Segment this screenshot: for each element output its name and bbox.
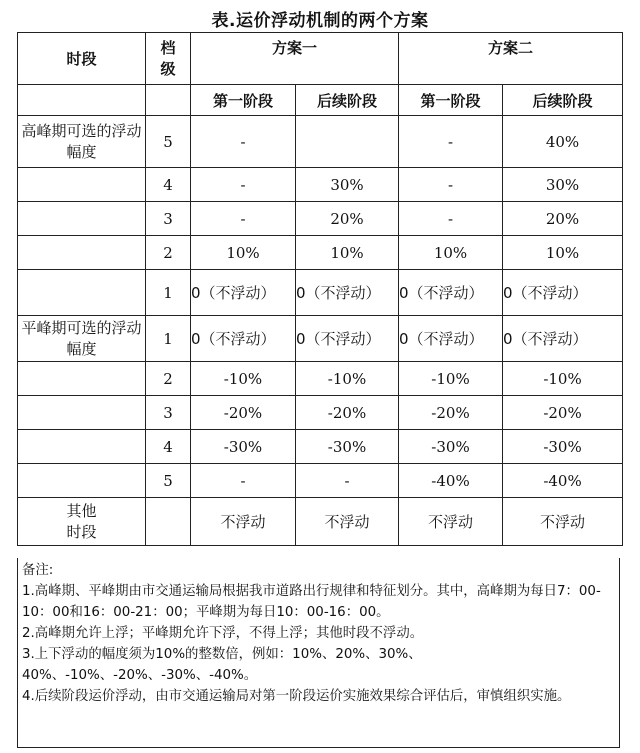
cell-p1-s2: 0（不浮动） [296, 316, 399, 362]
table-row [18, 316, 623, 362]
row-level: 1 [146, 316, 191, 362]
row-period [18, 396, 146, 430]
header-level: 档 级 [146, 33, 191, 85]
cell-p2-s1: 10% [399, 236, 503, 270]
row-period [18, 270, 146, 316]
cell-p2-s1: -30% [399, 430, 503, 464]
cell-p1-s1: - [191, 464, 296, 498]
cell-p1-s2: 不浮动 [296, 498, 399, 546]
row-period [18, 236, 146, 270]
cell-p2-s2: -40% [503, 464, 623, 498]
cell-p1-s2: - [296, 464, 399, 498]
table-row [18, 464, 623, 498]
cell-p2-s2: -30% [503, 430, 623, 464]
note-1: 1.高峰期、平峰期由市交通运输局根据我市道路出行规律和特征划分。其中，高峰期为每日7：00-10：00和16：00-21：00；平峰期为每日10：00-16：00。 [22, 584, 601, 620]
cell-p1-s2: -30% [296, 430, 399, 464]
table-row [18, 202, 623, 236]
table-title: 表.运价浮动机制的两个方案 [211, 11, 429, 31]
cell-p2-s1: 0（不浮动） [399, 270, 503, 316]
header-plan2: 方案二 [399, 33, 623, 85]
cell-p1-s1: -30% [191, 430, 296, 464]
note-2: 2.高峰期允许上浮；平峰期允许下浮，不得上浮；其他时段不浮动。 [22, 626, 424, 641]
cell-p2-s2: 0（不浮动） [503, 270, 623, 316]
row-level: 3 [146, 202, 191, 236]
cell-p2-s1: - [399, 168, 503, 202]
notes-box [17, 558, 620, 748]
note-4: 4.后续阶段运价浮动，由市交通运输局对第一阶段运价实施效果综合评估后，审慎组织实施。 [22, 689, 571, 704]
header-p1-stage1: 第一阶段 [191, 85, 296, 116]
header-row-2 [18, 85, 623, 116]
row-level [146, 498, 191, 546]
notes-label: 备注: [22, 563, 54, 578]
cell-p1-s1: - [191, 202, 296, 236]
header-row-1 [18, 33, 623, 85]
row-level: 2 [146, 362, 191, 396]
cell-p1-s1: - [191, 116, 296, 168]
table-row [18, 362, 623, 396]
row-period: 高峰期可选的浮动幅度 [18, 116, 146, 168]
cell-p2-s1: -40% [399, 464, 503, 498]
cell-p2-s1: 0（不浮动） [399, 316, 503, 362]
cell-p2-s2: 0（不浮动） [503, 316, 623, 362]
table-row [18, 430, 623, 464]
cell-p1-s2: 10% [296, 236, 399, 270]
header-empty-period [18, 85, 146, 116]
row-period: 平峰期可选的浮动幅度 [18, 316, 146, 362]
table-row [18, 168, 623, 202]
row-level: 1 [146, 270, 191, 316]
cell-p2-s2: -20% [503, 396, 623, 430]
row-period [18, 464, 146, 498]
cell-p1-s2: -20% [296, 396, 399, 430]
cell-p2-s2: 40% [503, 116, 623, 168]
cell-p2-s1: -10% [399, 362, 503, 396]
note-3: 3.上下浮动的幅度须为10%的整数倍，例如：10%、20%、30%、40%、-10%、-20%、-30%、-40%。 [22, 647, 422, 683]
cell-p2-s1: - [399, 202, 503, 236]
table-row [18, 270, 623, 316]
cell-p1-s2: 0（不浮动） [296, 270, 399, 316]
row-period: 其他 时段 [18, 498, 146, 546]
row-period [18, 168, 146, 202]
cell-p2-s1: - [399, 116, 503, 168]
cell-p2-s2: 20% [503, 202, 623, 236]
cell-p1-s1: 不浮动 [191, 498, 296, 546]
cell-p1-s1: 0（不浮动） [191, 316, 296, 362]
header-empty-level [146, 85, 191, 116]
row-period [18, 430, 146, 464]
header-period: 时段 [18, 33, 146, 85]
cell-p1-s2: -10% [296, 362, 399, 396]
cell-p1-s2: 20% [296, 202, 399, 236]
cell-p2-s2: 10% [503, 236, 623, 270]
row-period [18, 362, 146, 396]
table-row [18, 116, 623, 168]
cell-p1-s1: 0（不浮动） [191, 270, 296, 316]
cell-p1-s1: 10% [191, 236, 296, 270]
cell-p1-s2: 30% [296, 168, 399, 202]
row-level: 4 [146, 430, 191, 464]
cell-p1-s1: -10% [191, 362, 296, 396]
row-period [18, 202, 146, 236]
header-p2-stage2: 后续阶段 [503, 85, 623, 116]
cell-p2-s2: 30% [503, 168, 623, 202]
row-level: 2 [146, 236, 191, 270]
other-period-row [18, 498, 623, 546]
row-level: 3 [146, 396, 191, 430]
header-p1-stage2: 后续阶段 [296, 85, 399, 116]
row-level: 5 [146, 464, 191, 498]
cell-p2-s2: -10% [503, 362, 623, 396]
header-p2-stage1: 第一阶段 [399, 85, 503, 116]
cell-p1-s1: - [191, 168, 296, 202]
cell-p1-s1: -20% [191, 396, 296, 430]
header-plan1: 方案一 [191, 33, 399, 85]
row-level: 4 [146, 168, 191, 202]
table-row [18, 236, 623, 270]
cell-p2-s1: 不浮动 [399, 498, 503, 546]
row-level: 5 [146, 116, 191, 168]
fare-table [17, 32, 623, 546]
cell-p2-s2: 不浮动 [503, 498, 623, 546]
table-row [18, 396, 623, 430]
cell-p1-s2 [296, 116, 399, 168]
cell-p2-s1: -20% [399, 396, 503, 430]
